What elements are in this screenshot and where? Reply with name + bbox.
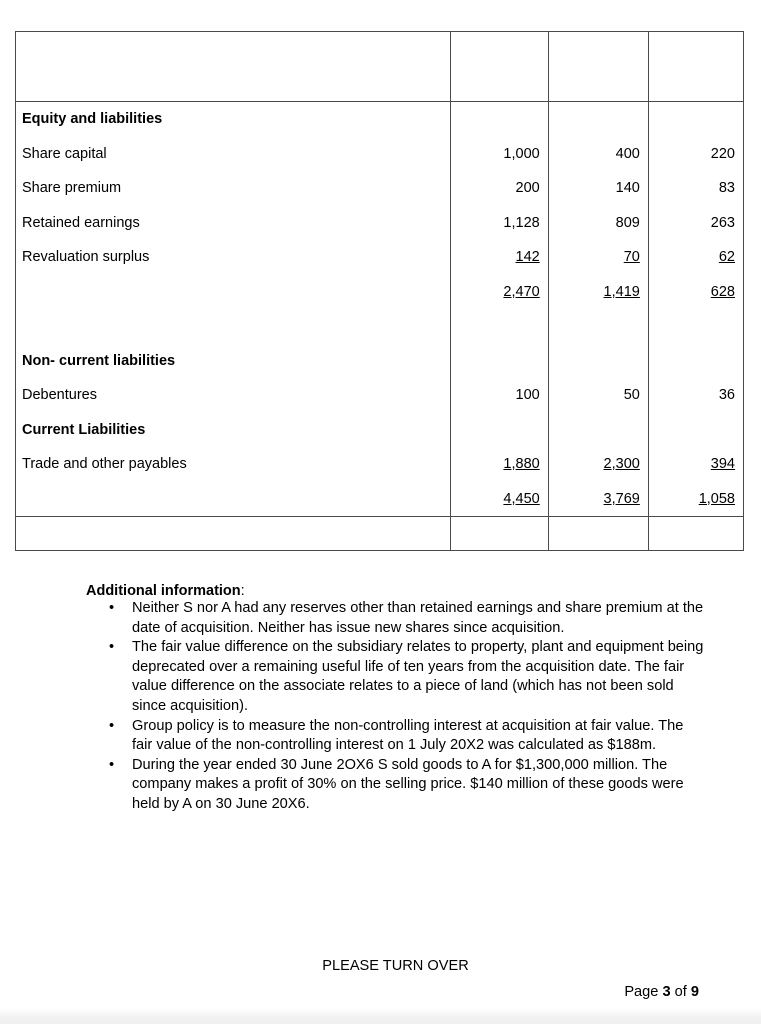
- body-cell-col1: [450, 102, 548, 517]
- table-cell-value: 83: [718, 180, 735, 196]
- additional-information-heading-colon: :: [240, 583, 245, 599]
- page-number-middle: of: [670, 984, 691, 1000]
- additional-information-item-text: Neither S nor A had any reserves other than retained earnings and share premium at the date of acquisition. Neither has issue new shares since acquisition.: [132, 600, 704, 636]
- table-cell-value: 400: [615, 145, 640, 162]
- table-row-label-blank: [16, 275, 450, 310]
- header-cell-col2: [548, 32, 648, 102]
- bullet-point-icon: •: [109, 717, 115, 734]
- additional-information-item: [86, 717, 706, 756]
- table-cell-value-blank: [649, 102, 743, 137]
- table-cell-value: 1,419: [603, 283, 640, 300]
- table-cell-value: 4,450: [503, 490, 540, 507]
- table-cell-value: 2,470: [503, 283, 540, 300]
- table-cell-value: 142: [515, 249, 540, 265]
- table-cell-value-blank: [649, 344, 743, 379]
- table-cell-value-blank: [649, 309, 743, 344]
- table-cell-value: 809: [615, 214, 640, 231]
- table-cell-value: 220: [710, 145, 735, 162]
- table-cell-value: 263: [710, 214, 735, 231]
- table-footer-blank-row: [16, 517, 744, 551]
- table-cell-value: 1,128: [503, 214, 540, 231]
- additional-information-item-text: The fair value difference on the subsidiary relates to property, plant and equipment being deprecated over a remaining useful life of ten years from the acquisition date. The fair value difference on the associate relates to a piece of land (which has not been sold since acquisition).: [132, 639, 704, 714]
- table-body-row: [16, 102, 744, 517]
- bullet-point-icon: •: [109, 600, 115, 616]
- additional-information-item: [86, 599, 706, 638]
- bullet-point-icon: •: [109, 756, 115, 773]
- table-row-label: Retained earnings: [22, 214, 140, 231]
- table-cell-value: 36: [718, 387, 735, 403]
- additional-information-item: [86, 756, 706, 815]
- please-turn-over-note: [0, 958, 761, 974]
- table-cell-value-blank: [549, 344, 648, 379]
- balance-sheet-table: [15, 31, 744, 551]
- table-cell-value-blank: [451, 344, 548, 379]
- table-row-label-blank: [16, 482, 450, 517]
- page-number-footer: [624, 984, 699, 1000]
- additional-information-list: [86, 599, 706, 815]
- table-row-label: Current Liabilities: [22, 421, 146, 438]
- additional-information-item-text: Group policy is to measure the non-controlling interest at acquisition at fair value. The fair value of the non-controlling interest on 1 July 20X2 was calculated as $188m.: [132, 717, 684, 754]
- additional-information-item: [86, 638, 706, 716]
- page-number-total: 9: [690, 984, 699, 1000]
- table-cell-value-blank: [451, 413, 548, 448]
- additional-information-heading-text: Additional information: [86, 583, 241, 599]
- table-row-label: Trade and other payables: [22, 456, 187, 472]
- body-cell-labels: [16, 102, 451, 517]
- table-row-label: Revaluation surplus: [22, 249, 150, 265]
- table-cell-value-blank: [451, 309, 548, 344]
- additional-information-section: [86, 583, 706, 815]
- header-cell-col3: [648, 32, 743, 102]
- financial-statement-table: [15, 31, 744, 551]
- body-cell-col2: [548, 102, 648, 517]
- bullet-point-icon: •: [109, 639, 115, 656]
- table-cell-value-blank: [451, 102, 548, 137]
- please-turn-over-text: PLEASE TURN OVER: [322, 958, 469, 974]
- footer-cell-col2: [548, 517, 648, 551]
- table-row-label-blank: [16, 309, 450, 344]
- page-number-current: 3: [662, 984, 671, 1000]
- table-row-label: Non- current liabilities: [22, 352, 176, 369]
- table-cell-value: 70: [623, 249, 640, 265]
- table-cell-value: 140: [615, 180, 640, 196]
- table-row-label: Debentures: [22, 387, 97, 403]
- table-cell-value: 50: [623, 387, 640, 403]
- header-cell-label: [16, 32, 451, 102]
- viewer-bottom-band: [0, 1008, 761, 1024]
- table-cell-value-blank: [549, 413, 648, 448]
- table-cell-value: 2,300: [603, 456, 640, 472]
- table-header-blank-row: [16, 32, 744, 102]
- body-cell-col3: [648, 102, 743, 517]
- table-cell-value: 394: [710, 456, 735, 472]
- page-number-prefix: Page: [624, 984, 663, 1000]
- table-cell-value-blank: [649, 413, 743, 448]
- additional-information-heading: [86, 583, 706, 599]
- table-cell-value: 200: [515, 180, 540, 196]
- table-cell-value-blank: [549, 102, 648, 137]
- table-cell-value: 100: [515, 387, 540, 403]
- header-cell-col1: [450, 32, 548, 102]
- footer-cell-col1: [450, 517, 548, 551]
- table-row-label: Share capital: [22, 145, 107, 162]
- table-cell-value: 1,000: [503, 145, 540, 162]
- table-cell-value: 628: [710, 283, 735, 300]
- table-cell-value: 3,769: [603, 490, 640, 507]
- footer-cell-label: [16, 517, 451, 551]
- table-cell-value: 1,880: [503, 456, 540, 472]
- table-cell-value-blank: [549, 309, 648, 344]
- table-cell-value: 62: [718, 249, 735, 265]
- table-cell-value: 1,058: [698, 490, 735, 507]
- table-row-label: Equity and liabilities: [22, 111, 163, 127]
- table-row-label: Share premium: [22, 180, 122, 196]
- additional-information-item-text: During the year ended 30 June 2OX6 S sold goods to A for $1,300,000 million. The company makes a profit of 30% on the selling price. $140 million of these goods were held by A on 30 June 20X6.: [132, 756, 684, 812]
- footer-cell-col3: [648, 517, 743, 551]
